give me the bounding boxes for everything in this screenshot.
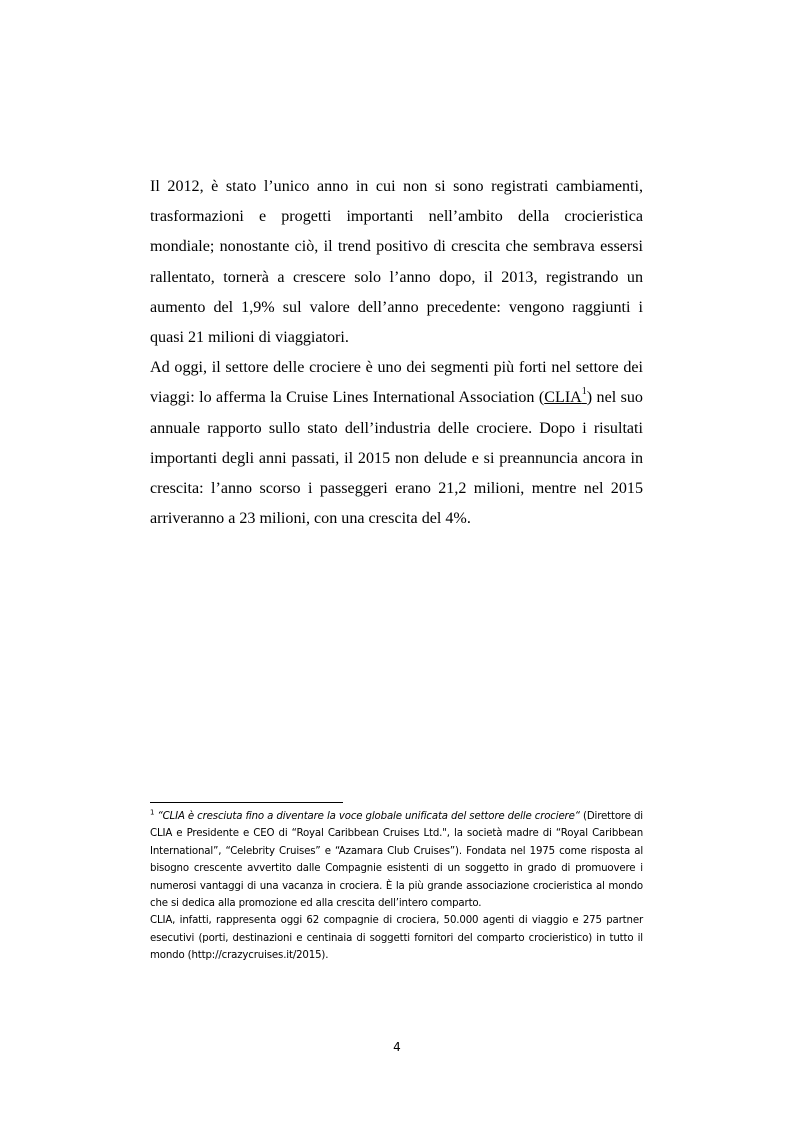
page-number: 4	[393, 1040, 401, 1054]
body-paragraph-2	[150, 353, 643, 534]
footnote-text-1: (Direttore di CLIA e Presidente e CEO di “Royal Caribbean Cruises Ltd.", la società madre di “Royal Caribbean International”, “Celebrity Cruises” e “Azamara Club Cruises”). Fondata nel 1975 come risposta al bisogno crescente avvertito dalle Compagnie esistenti di un soggetto in grado di promuovere i numerosi vantaggi di una vacanza in crociera. È la più grande associazione crocieristica al mondo che si dedica alla promozione ed alla crescita dell’intero comparto.	[150, 811, 643, 910]
footnote-reference-link[interactable]	[544, 386, 587, 407]
footnote-reference-text: CLIA	[544, 389, 582, 407]
footnote-separator	[150, 802, 343, 803]
footnote-mark: 1	[150, 808, 155, 817]
footnote-quote: “CLIA è cresciuta fino a diventare la voce globale unificata del settore delle crociere“	[157, 811, 580, 822]
body-text	[150, 172, 643, 534]
footnote-block	[150, 808, 643, 965]
footnote-reference-mark: 1	[581, 386, 587, 398]
paragraph-2-start: Ad oggi, il settore delle crociere è uno dei segmenti più forti nel settore dei viaggi: lo afferma la Cruise Lines International Association (	[150, 359, 643, 407]
paragraph-2-end: ) nel suo annuale rapporto sullo stato dell’industria delle crociere. Dopo i risultati importanti degli anni passati, il 2015 non delude e si preannuncia ancora in crescita: l’anno scorso i passeggeri erano 21,2 milioni, mentre nel 2015 arriveranno a 23 milioni, con una crescita del 4%.	[150, 389, 643, 528]
footnote-text-2: CLIA, infatti, rappresenta oggi 62 compagnie di crociera, 50.000 agenti di viaggio e 275 partner esecutivi (porti, destinazioni e centinaia di soggetti fornitori del comparto crocieristico) in tutto il mondo (http://crazycruises.it/2015).	[150, 915, 643, 962]
body-paragraph-1: Il 2012, è stato l’unico anno in cui non si sono registrati cambiamenti, trasformazioni e progetti importanti nell’ambito della crocieristica mondiale; nonostante ciò, il trend positivo di crescita che sembrava essersi rallentato, tornerà a crescere solo l’anno dopo, il 2013, registrando un aumento del 1,9% sul valore dell’anno precedente: vengono raggiunti i quasi 21 milioni di viaggiatori.	[150, 178, 643, 347]
footnote-1	[150, 808, 643, 912]
